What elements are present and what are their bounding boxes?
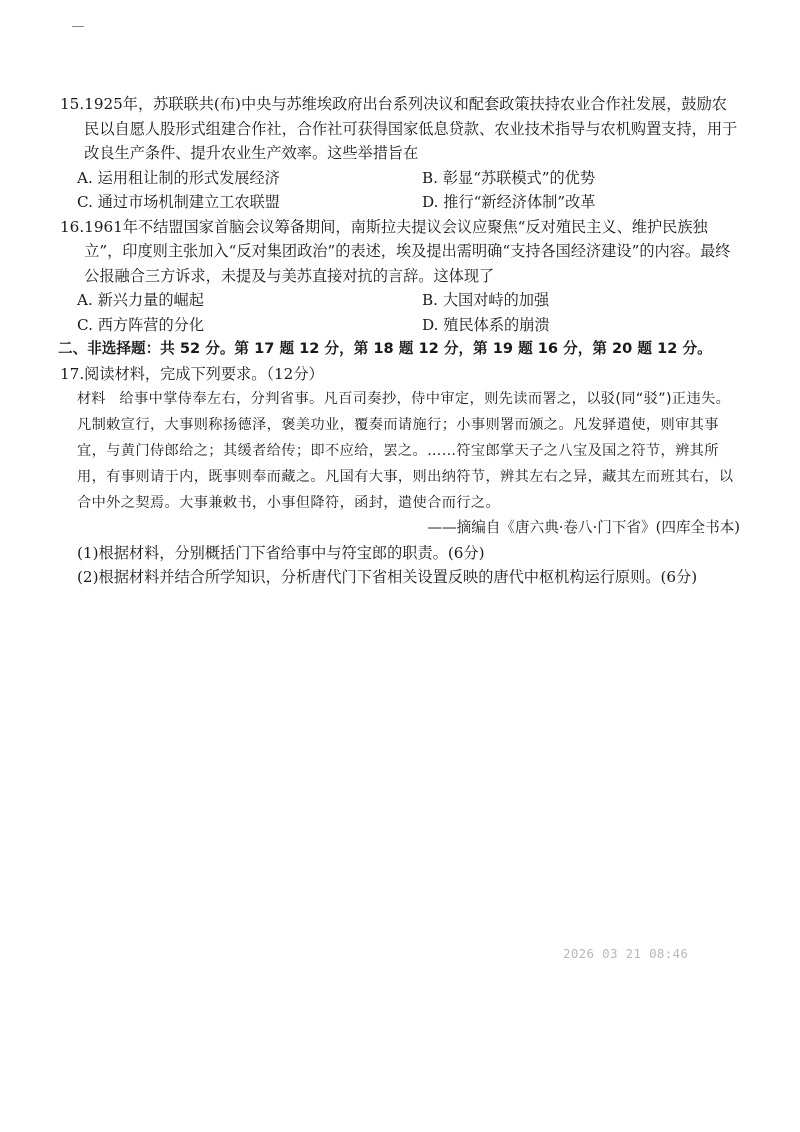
option-list: [60, 288, 740, 337]
question-15: [60, 92, 740, 215]
question-number: 16.: [60, 217, 85, 236]
scan-timestamp: 2026 03 21 08:46: [563, 946, 689, 961]
question-17: [60, 362, 740, 590]
option-a: A. 新兴力量的崛起: [77, 291, 204, 309]
option-a: A. 运用租让制的形式发展经济: [77, 168, 280, 187]
option-d: D. 殖民体系的崩溃: [422, 315, 550, 334]
question-16: [60, 215, 740, 338]
option-b: B. 彰显“苏联模式”的优势: [422, 168, 596, 187]
question-content: [60, 92, 740, 590]
question-stem: 1925年，苏联联共(布)中央与苏维埃政府出台系列决议和配套政策扶持农业合作社发展，鼓励农民以自愿人股形式组建合作社，合作社可获得国家低息贷款、农业技术指导与农机购置支持，用于改良生产条件、提升农业生产效率。这些举措旨在: [84, 95, 738, 162]
option-d: D. 推行“新经济体制”改革: [422, 193, 596, 211]
sub-question-2: (2)根据材料并结合所学知识，分析唐代门下省相关设置反映的唐代中枢机构运行原则。(6分): [77, 568, 698, 586]
option-b: B. 大国对峙的加强: [422, 291, 550, 309]
question-number: 15.: [60, 95, 85, 113]
option-list: [60, 166, 740, 215]
question-instruction: 阅读材料，完成下列要求。（12分）: [84, 364, 324, 383]
material-block: [60, 386, 740, 516]
material-text: 给事中掌侍奉左右，分判省事。凡百司奏抄，侍中审定，则先读而署之，以驳(同“驳”)正违失。凡制敕宣行，大事则称扬德泽，褒美功业，覆奏而请施行；小事则署而颁之。凡发驿遣使，则审其事宜，与黄门侍郎给之；其缓者给传；即不应给，罢之。……符宝郎掌天子之八宝及国之符节，辨其所用，有事则请于内，既事则奉而藏之。凡国有大事，则出纳符节，辨其左右之异，藏其左而班其右，以合中外之契焉。大事兼敕书，小事但降符，函封，遣使合而行之。: [77, 391, 734, 511]
question-stem: 1961年不结盟国家首脑会议筹备期间，南斯拉夫提议会议应聚焦“反对殖民主义、维护民族独立”，印度则主张加入“反对集团政治”的表述，埃及提出需明确“支持各国经济建设”的内容。最终公报融合三方诉求，未提及与美苏直接对抗的言辞。这体现了: [84, 217, 731, 285]
sub-question-1: (1)根据材料，分别概括门下省给事中与符宝郎的职责。(6分): [77, 543, 485, 562]
option-c: C. 通过市场机制建立工农联盟: [77, 193, 280, 211]
section-heading: 二、非选择题：共 52 分。第 17 题 12 分，第 18 题 12 分，第 19 题 16 分，第 20 题 12 分。: [58, 340, 712, 357]
option-c: C. 西方阵营的分化: [77, 315, 205, 334]
question-number: 17.: [60, 364, 85, 383]
material-label: 材料: [77, 391, 106, 407]
scan-mark: [72, 26, 84, 27]
material-source: ——摘编自《唐六典·卷八·门下省》(四库全书本): [427, 519, 740, 536]
